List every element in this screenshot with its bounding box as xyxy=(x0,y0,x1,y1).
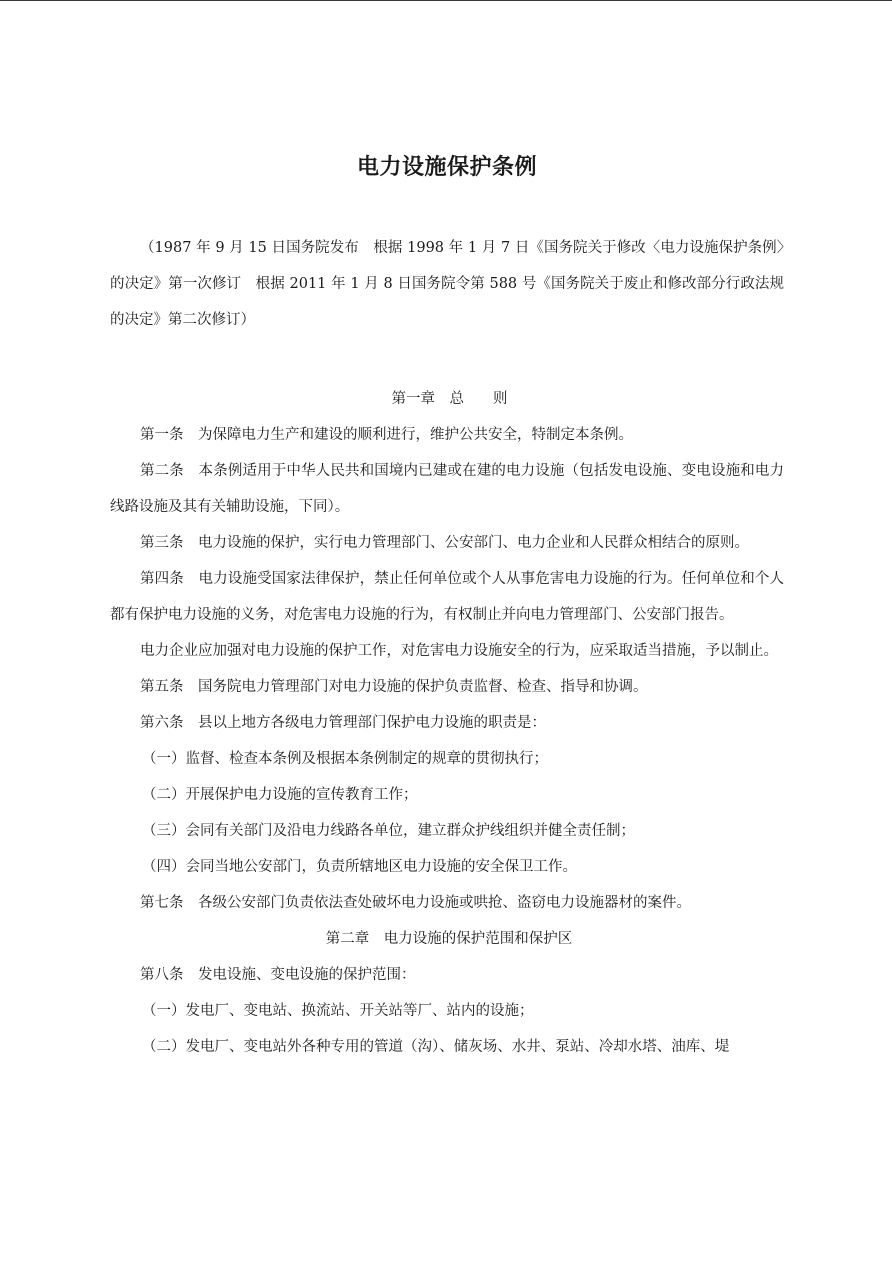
article-6-item-4: （四）会同当地公安部门，负责所辖地区电力设施的安全保卫工作。 xyxy=(142,859,577,875)
article-8-item-1: （一）发电厂、变电站、换流站、开关站等厂、站内的设施； xyxy=(142,1003,534,1019)
article-6: 第六条 县以上地方各级电力管理部门保护电力设施的职责是： xyxy=(140,715,546,731)
chapter-2-heading: 第二章 电力设施的保护范围和保护区 xyxy=(325,931,573,947)
article-6-item-1: （一）监督、检查本条例及根据本条例制定的规章的贯彻执行； xyxy=(142,751,548,767)
article-6-item-2: （二）开展保护电力设施的宣传教育工作； xyxy=(142,787,418,803)
article-8-item-2: （二）发电厂、变电站外各种专用的管道（沟）、储灰场、水井、泵站、冷却水塔、油库、堤 xyxy=(142,1039,730,1055)
article-4-paragraph-2: 电力企业应加强对电力设施的保护工作，对危害电力设施安全的行为，应采取适当措施，予以制止。 xyxy=(140,643,778,659)
article-4: 第四条 电力设施受国家法律保护，禁止任何单位或个人从事危害电力设施的行为。任何单位和个人都有保护电力设施的义务，对危害电力设施的行为，有权制止并向电力管理部门、公安部门报告。 xyxy=(110,571,784,623)
article-8: 第八条 发电设施、变电设施的保护范围： xyxy=(140,967,416,983)
article-2: 第二条 本条例适用于中华人民共和国境内已建或在建的电力设施（包括发电设施、变电设施和电力线路设施及其有关辅助设施，下同）。 xyxy=(110,463,784,515)
article-3: 第三条 电力设施的保护，实行电力管理部门、公安部门、电力企业和人民群众相结合的原则。 xyxy=(140,535,749,551)
document-title: 电力设施保护条例 xyxy=(356,154,537,180)
article-5: 第五条 国务院电力管理部门对电力设施的保护负责监督、检查、指导和协调。 xyxy=(140,679,648,695)
document-body xyxy=(110,381,784,1065)
article-1: 第一条 为保障电力生产和建设的顺利进行，维护公共安全，特制定本条例。 xyxy=(140,427,633,443)
page-top-border xyxy=(0,0,892,1)
article-7: 第七条 各级公安部门负责依法查处破坏电力设施或哄抢、盗窃电力设施器材的案件。 xyxy=(140,895,691,911)
document-preamble: （1987 年 9 月 15 日国务院发布 根据 1998 年 1 月 7 日《国务院关于修改〈电力设施保护条例〉的决定》第一次修订 根据 2011 年 1 月 8 日国务院令第 588 号《国务院关于废止和修改部分行政法规的决定》第二次修订） xyxy=(110,240,784,328)
article-6-item-3: （三）会同有关部门及沿电力线路各单位，建立群众护线组织并健全责任制； xyxy=(142,823,635,839)
chapter-1-heading: 第一章 总 则 xyxy=(391,391,508,407)
